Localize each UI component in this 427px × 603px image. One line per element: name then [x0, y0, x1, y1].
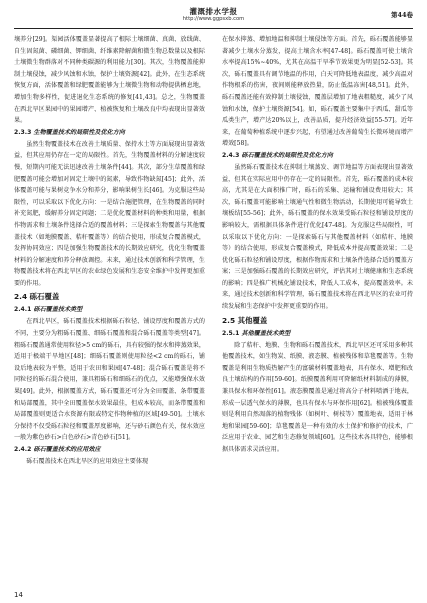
subsection-number: 2.4.3 [222, 151, 240, 159]
journal-url[interactable]: http://www.ggpsxb.com [182, 15, 245, 22]
journal-title: 灌溉排水学报 [189, 7, 238, 16]
section-heading: 2.5 其他覆盖 [222, 315, 268, 325]
subsection-heading [14, 444, 205, 456]
paragraph: 在保水抑蒸、增加地温和抑制土壤侵蚀等方面。首先，砾石覆盖能够显著减少土壤水分蒸发，提高土壤含水率[47-48]。砾石覆盖可使土壤含水率提高15%~40%，尤其在高温干旱季节效果更为明显[52-53]。其次，砾石覆盖具有调节地温的作用，白天可降低地表温度，减少高温对作物根系的伤害，夜间则能释放热量，防止低温冻害[48,51]。此外，砾石覆盖还能有效抑制土壤侵蚀，覆盖层增加了地表粗糙度，减少了风蚀和水蚀，保护土壤资源[54]。如，砾石覆盖主要集中于西瓜、甜瓜等瓜类生产，增产达20%以上，改善品质，提升经济效益[55-57]。近年来，在葡萄种植系统中逐步兴起，有望通过改善葡萄生长微环境而增产增效[58]。 [222, 36, 413, 148]
paragraph: 砾石覆盖技术在西北旱区的应用效应主要体现 [26, 458, 149, 465]
subsection-number: 2.4.1 [14, 306, 32, 314]
subsection-heading [222, 328, 413, 340]
subsection-number: 2.3.3 [14, 128, 32, 136]
paragraph: 除了秸秆、地膜、生物和砾石覆盖技术，西北旱区还可采用多种其他覆盖技术，如生物炭、纸膜、液态膜、植被残体和草毯覆盖等。生物覆盖是利用生物质热解产生的富碳材料覆盖地表，具有保水、增肥和改良土壤结构的作用[59-60]。纸膜覆盖利用可降解纸材料制成的薄膜，兼具保水和环保性[61]。液态膜覆盖是通过将高分子材料喷洒于地表，形成一层透气保水的薄膜，也具有保水与环保作用[62]。植被残体覆盖则是利用自然凋落的植物残体（如树叶、树枝等）覆盖地表，适用于林地和果园[59-60]；草毯覆盖是一种有效的水土保护和修护的技术，广泛应用于农业、园艺和生态修复领域[60]。这些技术各具特色，能够根据具体需求灵活应用。 [222, 341, 413, 453]
article-body [14, 34, 413, 579]
paragraph: 虽然生物覆盖技术在改善土壤质量、保持水土等方面展现出显著效益，但其应用仍存在一定的局限性。首先，生物覆盖材料的分解速度较慢，短期内可能无法迅速改善土壤条件[44]。其次，部分生草覆盖和绿肥覆盖可能会增加对固定土壤中的氮素，导致作物缺氮[45]；此外，活体覆盖可能与果树竞争水分和养分，影响果树生长[46]。为克服这些局限性，可以采取以下优化方向：一是结合施肥管理，在生物覆盖的同时补充氮肥，缓解养分固定问题；二是优化覆盖材料的种类和用量，根据作物需求和土壤条件选择合适的覆盖材料；三是探索生物覆盖与其他覆盖技术（如地膜覆盖、秸秆覆盖等）的结合使用，形成复合覆盖模式，发挥协同效应；四是加强生物覆盖技术的长期效应研究，优化生物覆盖材料的分解速度和养分释放调控。未来，通过技术创新和科学管理，生物覆盖技术将在西北旱区的农业绿色发展和生态安全维护中发挥更加重要的作用。 [14, 140, 205, 287]
subsection-title: 生物覆盖技术的局限性及优化方向 [33, 128, 125, 136]
subsection-title: 砾石覆盖技术类型 [33, 306, 83, 314]
left-column [14, 34, 205, 579]
subsection-number: 2.5.1 [222, 329, 240, 337]
subsection-heading [14, 127, 205, 139]
subsection-title: 砾石覆盖技术的局限性及优化方向 [241, 151, 333, 159]
volume-number: 第44卷 [390, 11, 413, 19]
page-header [14, 8, 413, 29]
subsection-heading [14, 304, 205, 316]
paragraph: 在西北旱区，砾石覆盖技术根据砾石粒径、铺设厚度和覆盖方式的不同，主要分为粗砾石覆盖、细砾石覆盖和混合砾石覆盖等类型[47]。粗砾石覆盖通常使用粒径>5 cm的砾石，具有较强的保水和抑蒸效果，适用于极端干旱地区[48]；细砾石覆盖则使用粒径<2 cm的砾石，铺设后地表较为平整，适用于农田和果园[47-48]；混合砾石覆盖是将不同粒径的砾石混合使用，兼具粗砾石和细砾石的优点，又能增强保水效果[49]。此外，根据覆盖方式，砾石覆盖还可分为全田覆盖、条带覆盖和局部覆盖，其中全田覆盖保水效果最佳，但成本较高，而条带覆盖和局部覆盖则更适合水资源有限或特定作物种植的区域[49-50]。土壤水分保持不仅受砾石粒径和覆盖厚度影响，还与砂石颜色有关，保水效应一般为紫色砂石>白色砂石>青色砂石[51]。 [14, 318, 205, 442]
subsection-number: 2.4.2 [14, 446, 32, 453]
subsection-title: 其他覆盖技术类型 [241, 329, 291, 337]
right-column [222, 34, 413, 579]
page-number: 14 [14, 591, 23, 599]
subsection-heading [222, 150, 413, 162]
subsection-title: 砾石覆盖技术的应用效应 [33, 446, 101, 453]
header-center [14, 8, 413, 23]
paragraph: 壤养分[29]。渠园活体覆盖显著提高了根际土壤细菌、真菌、放线菌、自生固氮菌、磷细菌、钾细菌、纤维素降解菌和微生物总数量以及根际土壤微生物群落对不同种类碳源的利用能力[30]。其次，生物覆盖能抑制土壤侵蚀，减少风蚀和水蚀，保护土壤资源[42]。此外，在生态系统恢复方面，活体覆盖和绿肥覆盖能够为土壤微生物和动物提供栖息地，增加生物多样性，促进退化生态系统的修复[41,43]。总之，生物覆盖在西北旱区果园中的果园增产、植被恢复和土壤改良中均表现出显著效果。 [14, 36, 205, 125]
section-heading: 2.4 砾石覆盖 [14, 292, 60, 302]
paragraph: 虽然砾石覆盖技术在抑制土壤蒸发、调节地温等方面表现出显著效益，但其在实际应用中仍存在一定的局限性。首先，砾石覆盖的成本较高，尤其是在大面积推广时，砾石的采集、运输和铺设费用较大；其次，砾石覆盖可能影响土壤通气性和微生物活动，长期使用可能导致土壤板结[55-56]；此外，砾石覆盖的保水效果受砾石粒径和铺设厚度的影响较大，需根据具体条件进行优化[47-48]。为克服这些局限性，可以采取以下优化方向：一是探索砾石与其他覆盖材料（如秸秆、地膜等）的结合使用，形成复合覆盖模式，降低成本并提高覆盖效果；二是优化砾石粒径和铺设厚度，根据作物需求和土壤条件选择合适的覆盖方案；三是加强砾石覆盖的长期效应研究，评估其对土壤健康和生态系统的影响；四是推广机械化铺设技术，降低人工成本，提高覆盖效率。未来，通过技术创新和科学管理，砾石覆盖技术将在西北旱区的农业可持续发展和生态保护中发挥更重要的作用。 [222, 163, 413, 311]
